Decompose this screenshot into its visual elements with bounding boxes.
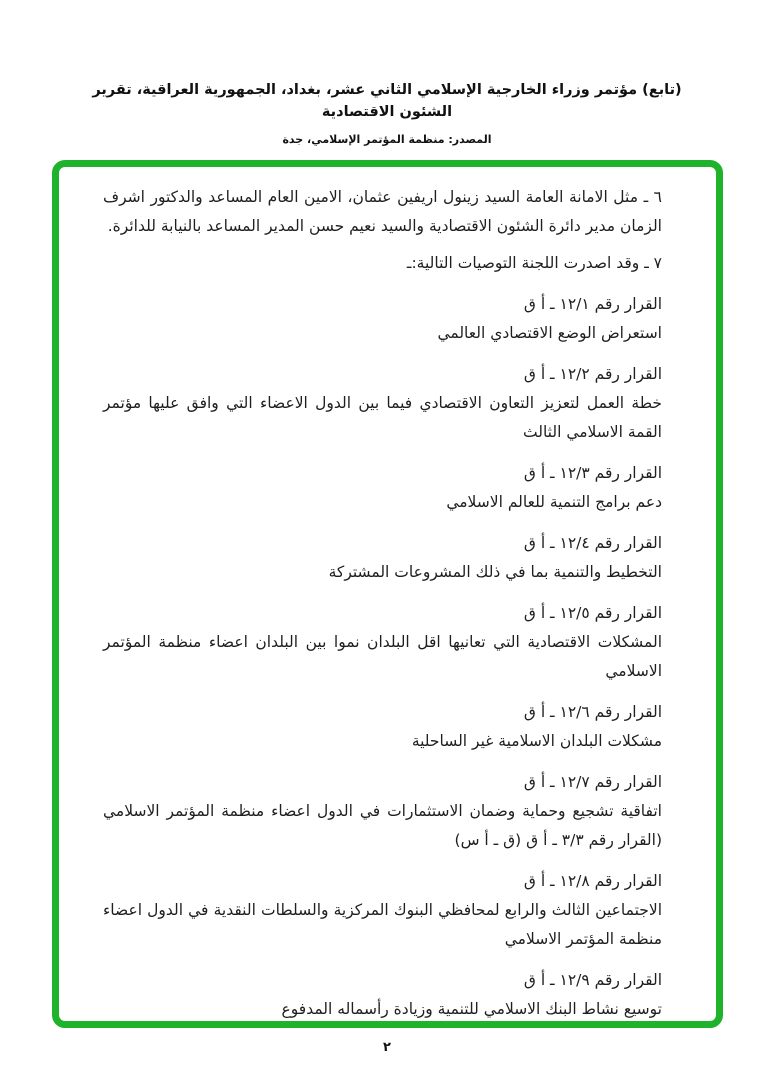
resolution-number: القرار رقم ١٢/٤ ـ أ ق <box>523 534 662 552</box>
resolution-title: اتفاقية تشجيع وحماية وضمان الاستثمارات في الدول اعضاء منظمة المؤتمر الاسلامي (القرار رقم ٣/٣ ـ أ ق (ق ـ أ س) <box>103 802 662 849</box>
resolution-number: القرار رقم ١٢/٦ ـ أ ق <box>523 703 662 721</box>
header-source: المصدر: منظمة المؤتمر الإسلامي، جدة <box>282 132 492 146</box>
resolution-title: التخطيط والتنمية بما في ذلك المشروعات المشتركة <box>328 563 662 581</box>
paragraph-item-7: ٧ ـ وقد اصدرت اللجنة التوصيات التالية:ـ <box>406 254 662 272</box>
resolution-block-1 <box>103 290 662 348</box>
resolution-title: مشكلات البلدان الاسلامية غير الساحلية <box>411 732 662 750</box>
resolution-block-9 <box>103 966 662 1024</box>
document-header <box>0 80 774 146</box>
resolution-number: القرار رقم ١٢/٥ ـ أ ق <box>523 604 662 622</box>
resolution-number: القرار رقم ١٢/٧ ـ أ ق <box>523 773 662 791</box>
paragraph-item-6: ٦ ـ مثل الامانة العامة السيد زينول اريفين عثمان، الامين العام المساعد والدكتور اشرف الزمان مدير دائرة الشئون الاقتصادية والسيد نعيم حسن المدير المساعد بالنيابة للدائرة. <box>103 188 662 235</box>
document-body <box>59 167 716 1024</box>
resolution-block-4 <box>103 529 662 587</box>
resolution-block-6 <box>103 698 662 756</box>
resolution-number: القرار رقم ١٢/٩ ـ أ ق <box>523 971 662 989</box>
resolution-number: القرار رقم ١٢/٨ ـ أ ق <box>523 872 662 890</box>
page-number: ٢ <box>383 1040 391 1055</box>
resolution-title: دعم برامج التنمية للعالم الاسلامي <box>446 493 662 511</box>
resolution-title: الاجتماعين الثالث والرابع لمحافظي البنوك المركزية والسلطات النقدية في الدول اعضاء منظمة المؤتمر الاسلامي <box>103 901 662 948</box>
resolution-block-7 <box>103 768 662 855</box>
resolution-block-8 <box>103 867 662 954</box>
resolution-title: توسيع نشاط البنك الاسلامي للتنمية وزيادة رأسماله المدفوع <box>281 1000 662 1018</box>
resolution-title: خطة العمل لتعزيز التعاون الاقتصادي فيما بين الدول الاعضاء التي وافق عليها مؤتمر القمة الاسلامي الثالث <box>103 394 662 441</box>
resolution-block-2 <box>103 360 662 447</box>
resolution-number: القرار رقم ١٢/٣ ـ أ ق <box>523 464 662 482</box>
resolution-block-5 <box>103 599 662 686</box>
resolution-number: القرار رقم ١٢/٢ ـ أ ق <box>523 365 662 383</box>
resolution-number: القرار رقم ١٢/١ ـ أ ق <box>523 295 662 313</box>
header-title: (تابع) مؤتمر وزراء الخارجية الإسلامي الثاني عشر، بغداد، الجمهورية العراقية، تقرير الشئون الاقتصادية <box>92 82 682 120</box>
resolution-block-3 <box>103 459 662 517</box>
resolution-title: المشكلات الاقتصادية التي تعانيها اقل البلدان نموا بين البلدان اعضاء منظمة المؤتمر الاسلامي <box>103 633 662 680</box>
resolution-title: استعراض الوضع الاقتصادي العالمي <box>437 324 662 342</box>
